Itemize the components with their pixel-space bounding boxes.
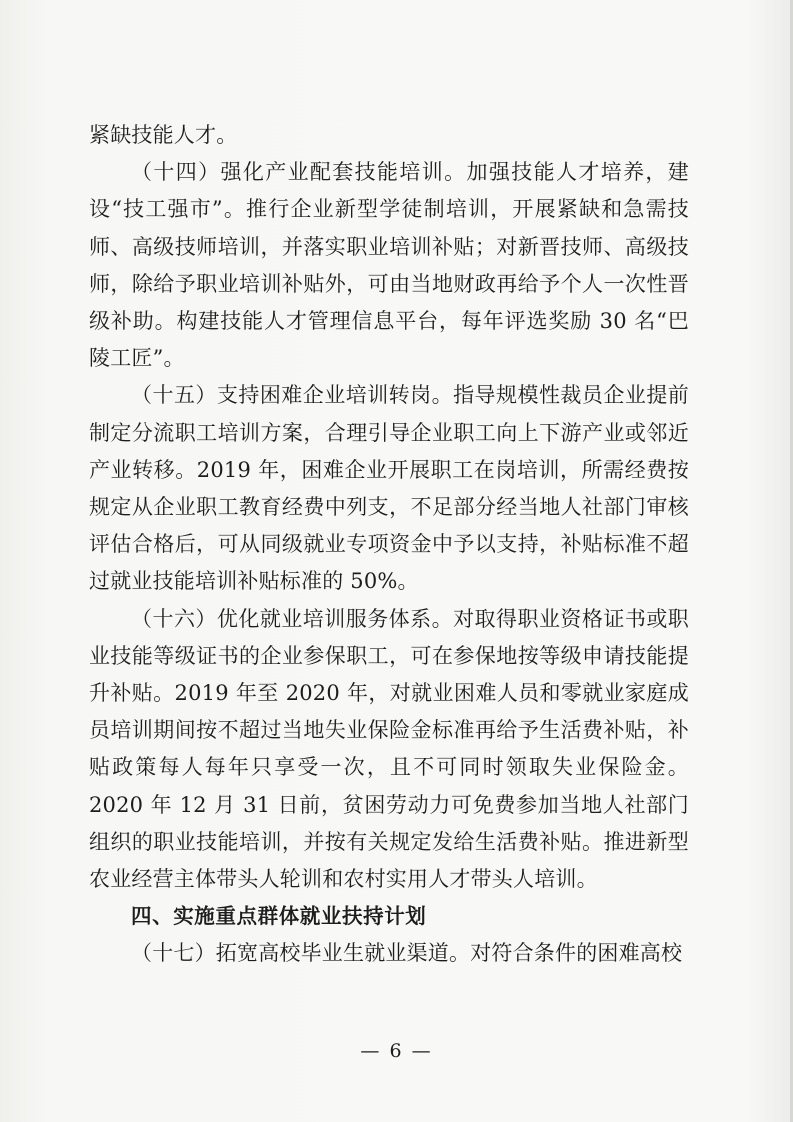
page-number: — 6 —: [360, 1040, 433, 1062]
section-heading: 四、实施重点群体就业扶持计划: [131, 904, 427, 929]
paragraph-15: （十五）支持困难企业培训转岗。指导规模性裁员企业提前制定分流职工培训方案，合理引导企业职工向上下游产业或邻近产业转移。2019 年，困难企业开展职工在岗培训，所需经费按规定从企业职工教育经费中列支，不足部分经当地人社部门审核评估合格后，可从同级就业专项资金中予以支持，补贴标准不超过就业技能培训补贴标准的 50%。: [89, 383, 689, 594]
paragraph-continuation: 紧缺技能人才。: [89, 123, 238, 147]
paragraph-17: （十七）拓宽高校毕业生就业渠道。对符合条件的困难高校: [131, 941, 683, 966]
document-body: [89, 117, 689, 973]
paragraph-14: （十四）强化产业配套技能培训。加强技能人才培养，建设“技工强市”。推行企业新型学徒制培训，开展紧缺和急需技师、高级技师培训，并落实职业培训补贴；对新晋技师、高级技师，除给予职业培训补贴外，可由当地财政再给予个人一次性晋级补助。构建技能人才管理信息平台，每年评选奖励 30 名“巴陵工匠”。: [89, 160, 689, 371]
paragraph-16: （十六）优化就业培训服务体系。对取得职业资格证书或职业技能等级证书的企业参保职工，可在参保地按等级申请技能提升补贴。2019 年至 2020 年，对就业困难人员和零就业家庭成员培训期间按不超过当地失业保险金标准再给予生活费补贴，补贴政策每人每年只享受一次，且不可同时领取失业保险金。2020 年 12 月 31 日前，贫困劳动力可免费参加当地人社部门组织的职业技能培训，并按有关规定发给生活费补贴。推进新型农业经营主体带头人轮训和农村实用人才带头人培训。: [89, 606, 689, 892]
